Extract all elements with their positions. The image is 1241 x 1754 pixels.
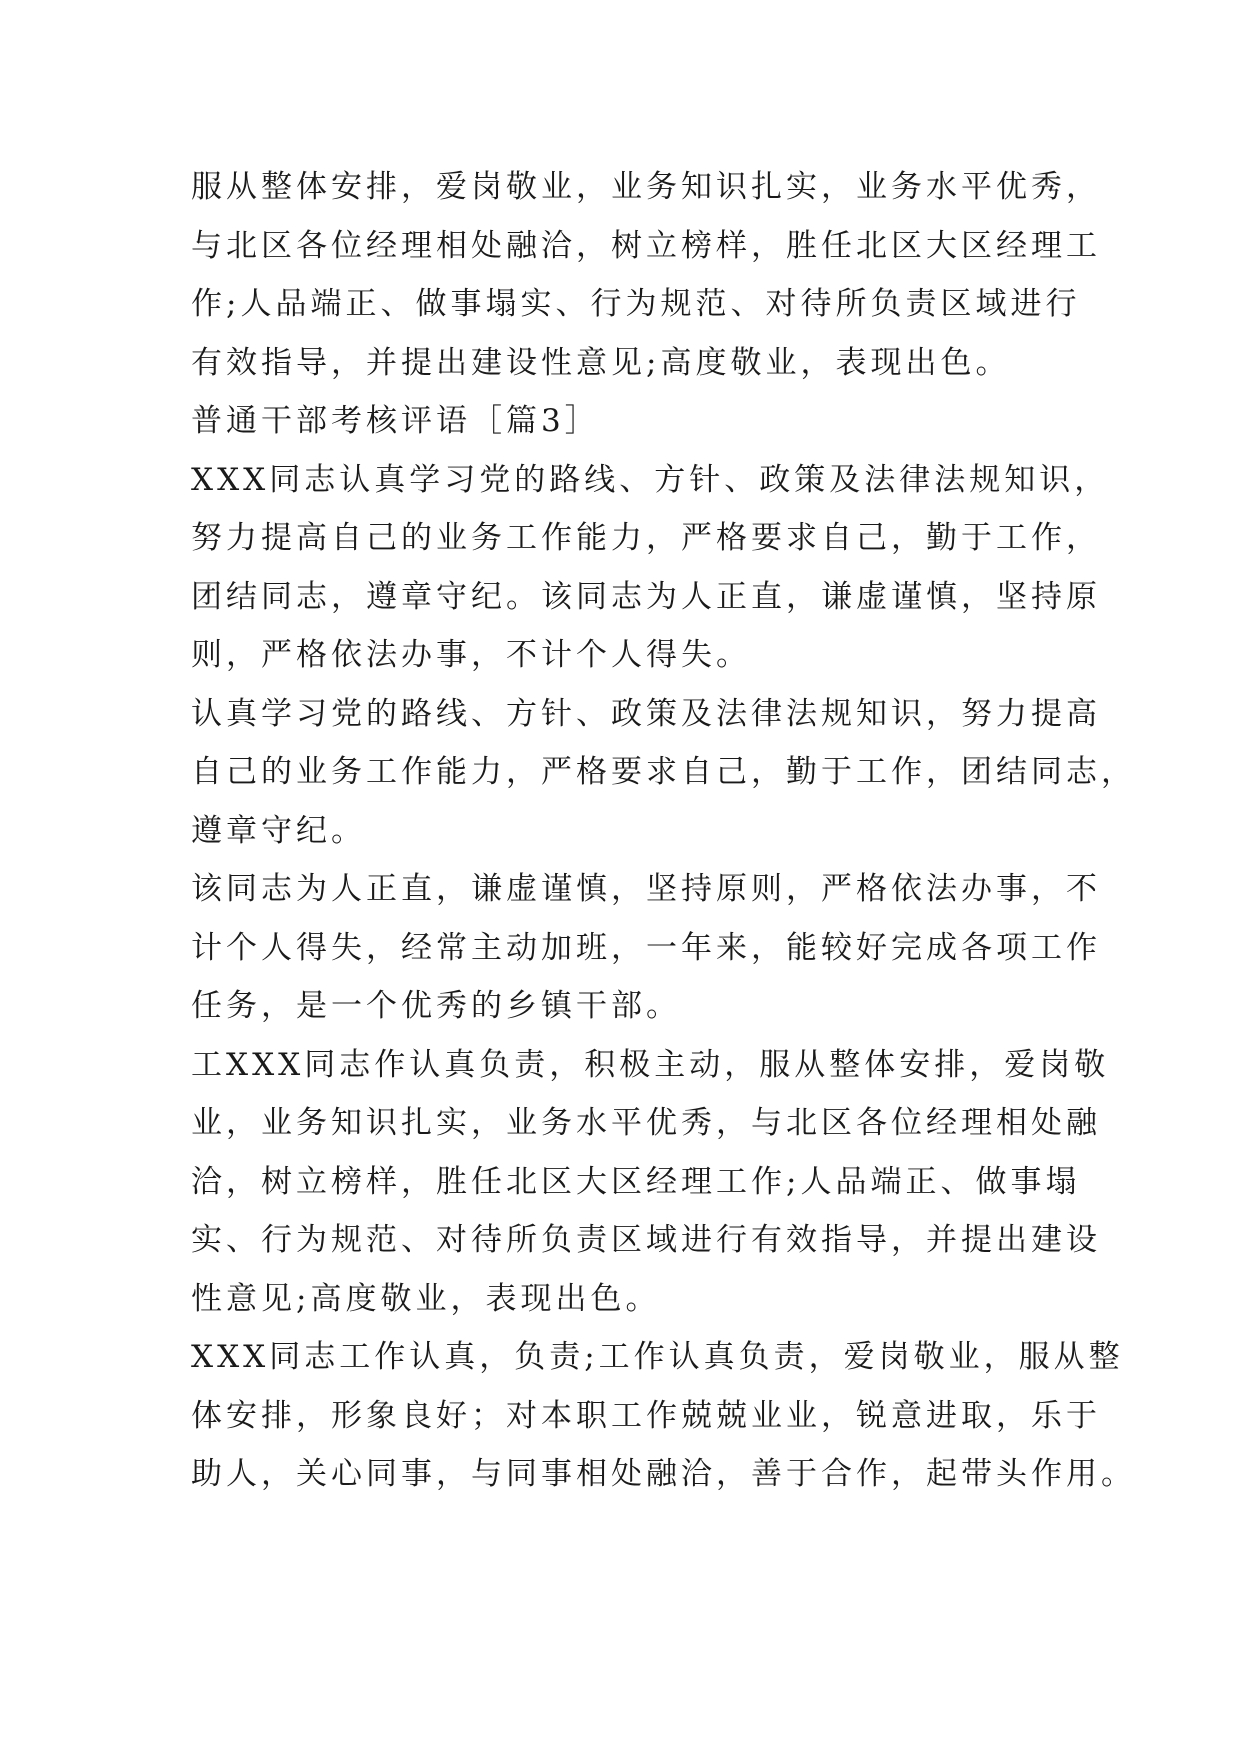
- section-heading: 普通干部考核评语［篇3］: [191, 403, 600, 439]
- text-line-17: 业，业务知识扎实，业务水平优秀，与北区各位经理相处融: [191, 1105, 1101, 1141]
- text-line-1: 服从整体安排，爱岗敬业，业务知识扎实，业务水平优秀，: [191, 169, 1101, 205]
- text-line-9: 则，严格依法办事，不计个人得失。: [191, 637, 751, 673]
- document-body: [191, 158, 1136, 1504]
- text-line-13: 该同志为人正直，谦虚谨慎，坚持原则，严格依法办事，不: [191, 871, 1101, 907]
- text-line-21: XXX同志工作认真，负责;工作认真负责，爱岗敬业，服从整: [191, 1339, 1124, 1375]
- text-line-22: 体安排，形象良好；对本职工作兢兢业业，锐意进取，乐于: [191, 1397, 1101, 1434]
- text-line-6: XXX同志认真学习党的路线、方针、政策及法律法规知识，: [191, 461, 1110, 498]
- text-line-8: 团结同志，遵章守纪。该同志为人正直，谦虚谨慎，坚持原: [191, 578, 1101, 615]
- text-line-3: 作;人品端正、做事塌实、行为规范、对待所负责区域进行: [191, 286, 1081, 322]
- text-line-14: 计个人得失，经常主动加班，一年来，能较好完成各项工作: [191, 929, 1101, 966]
- text-line-15: 任务，是一个优秀的乡镇干部。: [191, 988, 681, 1024]
- text-line-10: 认真学习党的路线、方针、政策及法律法规知识，努力提高: [191, 695, 1101, 732]
- text-line-2: 与北区各位经理相处融洽，树立榜样，胜任北区大区经理工: [191, 227, 1101, 264]
- text-line-18: 洽，树立榜样，胜任北区大区经理工作;人品端正、做事塌: [191, 1163, 1081, 1200]
- text-line-11: 自己的业务工作能力，严格要求自己，勤于工作，团结同志，: [191, 754, 1136, 790]
- text-line-12: 遵章守纪。: [191, 812, 366, 849]
- text-line-4: 有效指导，并提出建设性意见;高度敬业，表现出色。: [191, 344, 1011, 381]
- text-line-16: 工XXX同志作认真负责，积极主动，服从整体安排，爱岗敬: [191, 1046, 1110, 1083]
- text-line-20: 性意见;高度敬业，表现出色。: [191, 1280, 661, 1317]
- text-line-7: 努力提高自己的业务工作能力，严格要求自己，勤于工作，: [191, 520, 1101, 556]
- text-line-19: 实、行为规范、对待所负责区域进行有效指导，并提出建设: [191, 1222, 1101, 1258]
- text-line-23: 助人，关心同事，与同事相处融洽，善于合作，起带头作用。: [191, 1456, 1136, 1492]
